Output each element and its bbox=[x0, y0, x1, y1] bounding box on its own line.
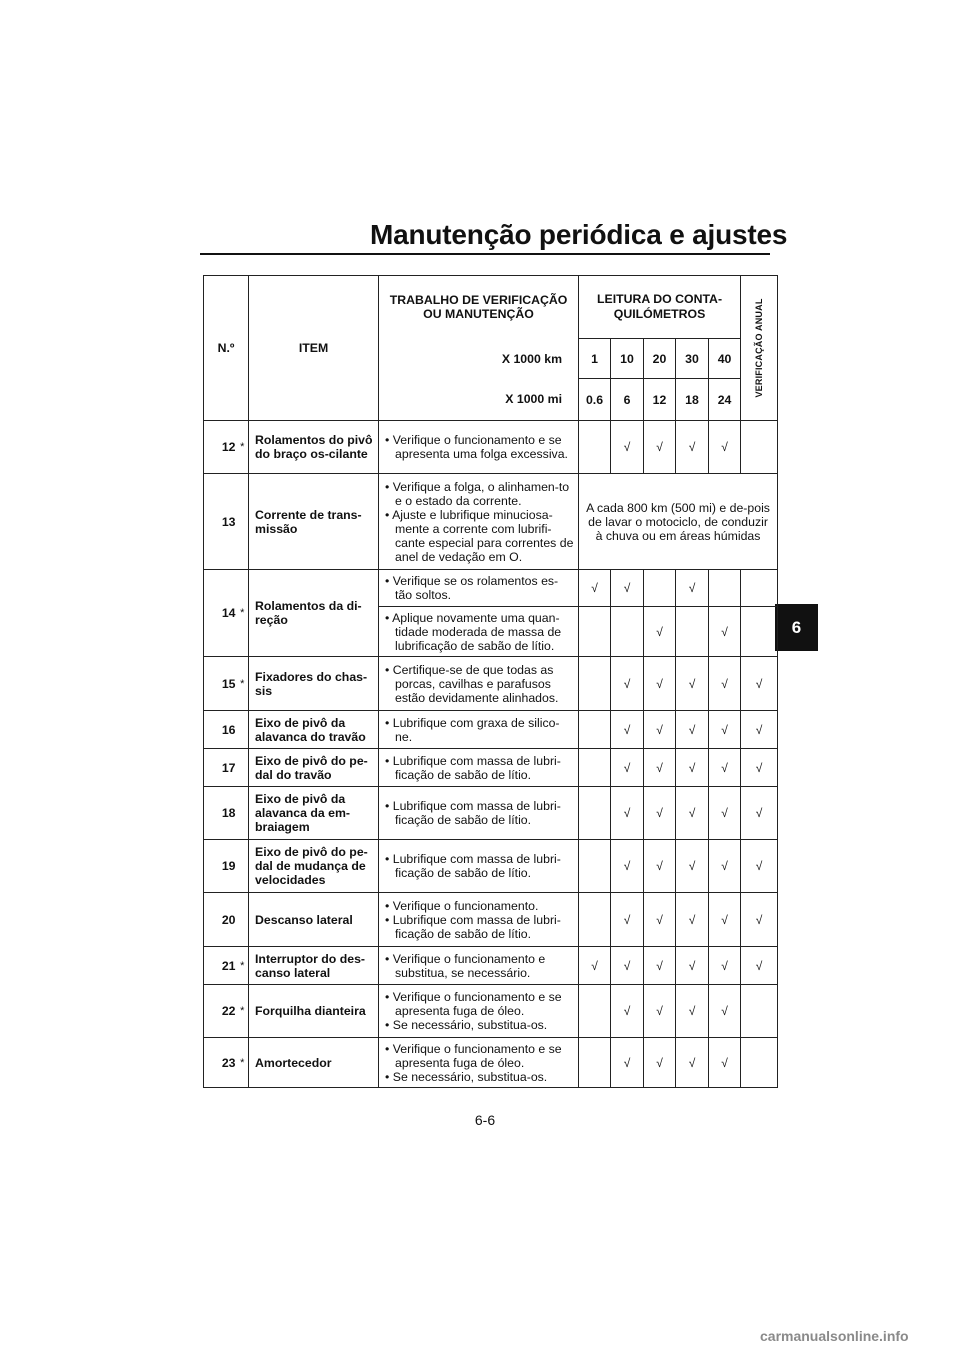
work-step: • Verifique a folga, o alinhamen-to e o estado da corrente. bbox=[385, 479, 570, 508]
check-mark: √ bbox=[709, 1038, 741, 1088]
row-item: Corrente de trans-missão bbox=[249, 474, 379, 570]
work-step: • Se necessário, substitua-os. bbox=[385, 1018, 548, 1032]
row-work bbox=[379, 474, 579, 570]
star-marker bbox=[237, 711, 249, 749]
row-item: Rolamentos do pivô do braço os-cilante bbox=[249, 421, 379, 474]
star-marker: * bbox=[237, 947, 249, 985]
row-work bbox=[379, 749, 579, 787]
row-work bbox=[379, 607, 579, 657]
check-mark: √ bbox=[644, 947, 676, 985]
check-mark: √ bbox=[644, 1038, 676, 1088]
header-annual-check bbox=[741, 276, 778, 421]
table-row bbox=[204, 985, 778, 1038]
page-number: 6-6 bbox=[474, 1112, 496, 1128]
work-step: • Verifique o funcionamento e se apresenta fuga de óleo. bbox=[385, 1041, 562, 1070]
row-work bbox=[379, 1038, 579, 1088]
star-marker: * bbox=[237, 657, 249, 711]
row-number: 21 bbox=[204, 947, 237, 985]
header-km-value: 1 bbox=[579, 339, 611, 379]
check-mark: √ bbox=[676, 787, 709, 840]
table-row bbox=[204, 893, 778, 947]
check-mark: √ bbox=[676, 840, 709, 893]
check-mark: √ bbox=[611, 421, 644, 474]
check-mark: √ bbox=[644, 749, 676, 787]
work-step: • Certifique-se de que todas as porcas, cavilhas e parafusos estão devidamente alinhados. bbox=[385, 662, 559, 705]
star-marker bbox=[237, 787, 249, 840]
row-item: Eixo de pivô do pe-dal do travão bbox=[249, 749, 379, 787]
row-item: Eixo de pivô do pe-dal de mudança de velocidades bbox=[249, 840, 379, 893]
check-mark: √ bbox=[741, 840, 778, 893]
star-marker bbox=[237, 474, 249, 570]
header-mi-value: 0.6 bbox=[579, 379, 611, 421]
row-item: Fixadores do chas-sis bbox=[249, 657, 379, 711]
check-mark: √ bbox=[611, 787, 644, 840]
header-km-value: 20 bbox=[644, 339, 676, 379]
table-row bbox=[204, 711, 778, 749]
work-step: • Lubrifique com graxa de silico-ne. bbox=[385, 715, 560, 744]
check-mark: √ bbox=[676, 749, 709, 787]
check-mark: √ bbox=[676, 570, 709, 607]
check-mark: √ bbox=[611, 711, 644, 749]
check-mark: √ bbox=[611, 840, 644, 893]
row-number: 18 bbox=[204, 787, 237, 840]
table-row bbox=[204, 1038, 778, 1088]
work-step: • Se necessário, substitua-os. bbox=[385, 1069, 548, 1084]
check-mark: √ bbox=[676, 657, 709, 711]
page-title: Manutenção periódica e ajustes bbox=[370, 219, 788, 250]
check-mark: √ bbox=[741, 947, 778, 985]
check-mark: √ bbox=[644, 893, 676, 947]
row-number: 17 bbox=[204, 749, 237, 787]
header-mi-value: 24 bbox=[709, 379, 741, 421]
work-step: • Lubrifique com massa de lubri-ficação de sabão de lítio. bbox=[385, 799, 561, 827]
check-mark: √ bbox=[709, 893, 741, 947]
header-km-value: 30 bbox=[676, 339, 709, 379]
check-mark: √ bbox=[741, 893, 778, 947]
work-step: • Aplique novamente uma quan-tidade moderada de massa de lubrificação de sabão de lítio. bbox=[385, 610, 562, 653]
check-mark: √ bbox=[611, 985, 644, 1038]
check-mark: √ bbox=[709, 840, 741, 893]
row-work bbox=[379, 421, 579, 474]
check-mark: √ bbox=[676, 421, 709, 474]
star-marker: * bbox=[237, 985, 249, 1038]
watermark: carmanualsonline.info bbox=[760, 1328, 909, 1344]
check-mark: √ bbox=[611, 1038, 644, 1088]
row-work bbox=[379, 840, 579, 893]
check-mark: √ bbox=[676, 1038, 709, 1088]
check-mark: √ bbox=[741, 711, 778, 749]
table-row bbox=[204, 947, 778, 985]
header-item: ITEM bbox=[249, 276, 379, 421]
work-step: • Verifique se os rolamentos es-tão soltos. bbox=[385, 574, 559, 602]
row-work bbox=[379, 985, 579, 1038]
row-item: Forquilha dianteira bbox=[249, 985, 379, 1038]
header-mi-value: 6 bbox=[611, 379, 644, 421]
check-mark: √ bbox=[611, 749, 644, 787]
row-number: 12 bbox=[204, 421, 237, 474]
title-divider bbox=[200, 253, 770, 255]
check-mark: √ bbox=[611, 570, 644, 607]
check-mark: √ bbox=[644, 985, 676, 1038]
check-mark: √ bbox=[644, 421, 676, 474]
chapter-tab: 6 bbox=[775, 604, 818, 651]
check-mark: √ bbox=[709, 421, 741, 474]
row-number: 22 bbox=[204, 985, 237, 1038]
row-item: Eixo de pivô da alavanca do travão bbox=[249, 711, 379, 749]
header-annual-label: VERIFICAÇÃO ANUAL bbox=[754, 298, 765, 398]
header-km-value: 40 bbox=[709, 339, 741, 379]
row-work bbox=[379, 787, 579, 840]
maintenance-table bbox=[203, 275, 778, 1088]
check-mark: √ bbox=[741, 787, 778, 840]
check-mark: √ bbox=[741, 657, 778, 711]
check-mark: √ bbox=[644, 840, 676, 893]
check-mark: √ bbox=[644, 711, 676, 749]
header-km-value: 10 bbox=[611, 339, 644, 379]
interval-note: A cada 800 km (500 mi) e de-pois de lavar o motociclo, de conduzir à chuva ou em áreas húmidas bbox=[579, 474, 778, 570]
check-mark: √ bbox=[611, 893, 644, 947]
header-work: TRABALHO DE VERIFICAÇÃO OU MANUTENÇÃO bbox=[379, 276, 579, 339]
row-work bbox=[379, 947, 579, 985]
row-item: Eixo de pivô da alavanca da em-braiagem bbox=[249, 787, 379, 840]
table-row bbox=[204, 570, 778, 607]
star-marker bbox=[237, 893, 249, 947]
row-number: 19 bbox=[204, 840, 237, 893]
check-mark: √ bbox=[709, 749, 741, 787]
check-mark: √ bbox=[676, 947, 709, 985]
check-mark: √ bbox=[644, 787, 676, 840]
header-odometer: LEITURA DO CONTA-QUILÓMETROS bbox=[579, 276, 741, 339]
row-work bbox=[379, 570, 579, 607]
row-number: 23 bbox=[204, 1038, 237, 1088]
table-row bbox=[204, 787, 778, 840]
work-step: • Ajuste e lubrifique minuciosa-mente a corrente com lubrifi-cante especial para correntes de anel de vedação em O. bbox=[385, 507, 574, 564]
check-mark: √ bbox=[579, 570, 611, 607]
check-mark: √ bbox=[644, 657, 676, 711]
check-mark: √ bbox=[709, 607, 741, 657]
header-number: N.º bbox=[204, 276, 249, 421]
check-mark: √ bbox=[709, 947, 741, 985]
check-mark: √ bbox=[644, 607, 676, 657]
row-number: 20 bbox=[204, 893, 237, 947]
header-mi-value: 12 bbox=[644, 379, 676, 421]
row-work bbox=[379, 657, 579, 711]
table-row bbox=[204, 474, 778, 570]
row-work bbox=[379, 711, 579, 749]
row-number: 13 bbox=[204, 474, 237, 570]
header-km-label: X 1000 km bbox=[379, 339, 579, 379]
star-marker: * bbox=[237, 570, 249, 657]
row-number: 14 bbox=[204, 570, 237, 657]
check-mark: √ bbox=[709, 985, 741, 1038]
work-step: • Verifique o funcionamento e substitua, se necessário. bbox=[385, 951, 546, 980]
check-mark: √ bbox=[611, 947, 644, 985]
row-number: 15 bbox=[204, 657, 237, 711]
check-mark: √ bbox=[741, 749, 778, 787]
work-step: • Verifique o funcionamento e se apresenta uma folga excessiva. bbox=[385, 433, 568, 461]
table-row bbox=[204, 421, 778, 474]
check-mark: √ bbox=[611, 657, 644, 711]
work-step: • Lubrifique com massa de lubri-ficação de sabão de lítio. bbox=[385, 753, 561, 782]
check-mark: √ bbox=[676, 711, 709, 749]
check-mark: √ bbox=[709, 657, 741, 711]
star-marker: * bbox=[237, 421, 249, 474]
check-mark: √ bbox=[676, 985, 709, 1038]
star-marker: * bbox=[237, 1038, 249, 1088]
check-mark: √ bbox=[709, 787, 741, 840]
table-row bbox=[204, 749, 778, 787]
header-mi-label: X 1000 mi bbox=[379, 379, 579, 421]
table-row bbox=[204, 840, 778, 893]
row-item: Rolamentos da di-reção bbox=[249, 570, 379, 657]
work-step: • Lubrifique com massa de lubri-ficação de sabão de lítio. bbox=[385, 912, 561, 941]
star-marker bbox=[237, 840, 249, 893]
work-step: • Verifique o funcionamento. bbox=[385, 898, 539, 913]
row-number: 16 bbox=[204, 711, 237, 749]
row-item: Descanso lateral bbox=[249, 893, 379, 947]
star-marker bbox=[237, 749, 249, 787]
row-item: Amortecedor bbox=[249, 1038, 379, 1088]
check-mark: √ bbox=[709, 711, 741, 749]
row-work bbox=[379, 893, 579, 947]
table-row bbox=[204, 657, 778, 711]
check-mark: √ bbox=[676, 893, 709, 947]
check-mark: √ bbox=[579, 947, 611, 985]
work-step: • Verifique o funcionamento e se apresenta fuga de óleo. bbox=[385, 990, 562, 1018]
work-step: • Lubrifique com massa de lubri-ficação de sabão de lítio. bbox=[385, 852, 561, 880]
header-mi-value: 18 bbox=[676, 379, 709, 421]
row-item: Interruptor do des-canso lateral bbox=[249, 947, 379, 985]
